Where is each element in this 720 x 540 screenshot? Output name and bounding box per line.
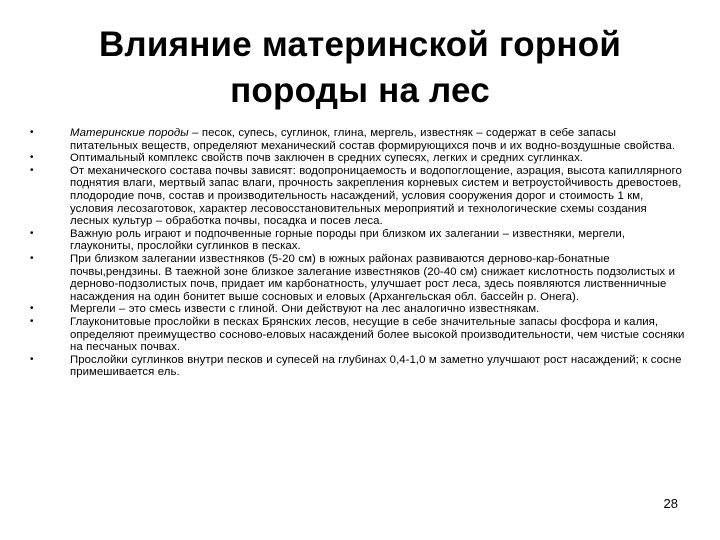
- bullet-marker: •: [30, 353, 34, 365]
- bullet-marker: •: [30, 315, 34, 327]
- bullet-item: [30, 228, 685, 253]
- bullet-body: Глауконитовые прослойки в песках Брянских лесов, несущие в себе значительные запасы фосфора и калия, определяют преимущество сосново-еловых насаждений более высокой производительности, чем чистые сосняки на песчаных почвах.: [70, 315, 685, 354]
- bullet-body: При близком залегании известняков (5-20 см) в южных районах развиваются дерново-кар-бонатные почвы,рендзины. В таежной зоне близкое залегание известняков (20-40 см) снижает кислотность подзолистых и дерново-подзолистых почв, придает им карбонатность, улучшает рост леса, здесь появляются лиственничные насаждения на один бонитет выше сосновых и еловых (Архангельская обл. бассейн р. Онега).: [70, 252, 675, 303]
- bullet-body: От механического состава почвы зависят: водопроницаемость и водопоглощение, аэрация, высота капиллярного поднятия влаги, мертвый запас влаги, прочность закрепления корневых систем и ветроустойчивость древостоев, плодородие почв, состав и производительность насаждений, условия сооружения дорог и стоимость 1 км, условия лесозаготовок, характер лесовосстановительных мероприятий и технологические схемы создания лесных культур – обработка почвы, посадка и посев леса.: [70, 164, 682, 228]
- bullet-item: [30, 303, 685, 316]
- slide-title-line-2: породы на лес: [230, 71, 490, 110]
- slide-title: [36, 22, 684, 114]
- bullet-item: [30, 354, 685, 379]
- slide-title-line-1: Влияние материнской горной: [98, 25, 622, 64]
- bullet-list: [30, 127, 685, 379]
- bullet-body: – песок, супесь, суглинок, глина, мергель, известняк – содержат в себе запасы питательных веществ, определяют механический состав формирующихся почв и их водно-воздушные свойства.: [70, 127, 676, 152]
- bullet-body: Мергели – это смесь извести с глиной. Они действуют на лес аналогично известнякам.: [70, 303, 540, 316]
- bullet-marker: •: [30, 164, 34, 176]
- bullet-item: [30, 316, 685, 354]
- bullet-marker: •: [30, 252, 34, 264]
- bullet-item: [30, 165, 685, 228]
- bullet-item: [30, 253, 685, 303]
- bullet-body: Оптимальный комплекс свойств почв заключен в средних супесях, легких и средних суглинках.: [70, 152, 584, 165]
- bullet-marker: •: [30, 303, 34, 315]
- bullet-marker: •: [30, 127, 34, 138]
- bullet-item: [30, 152, 685, 165]
- bullet-marker: •: [30, 152, 34, 164]
- bullet-item: [30, 127, 685, 152]
- bullet-body: Важную роль играют и подпочвенные горные породы при близком их залегании – известняки, мергели, глаукониты, прослойки суглинков в песках.: [70, 227, 626, 253]
- page-number: 28: [663, 496, 678, 511]
- bullet-body: Прослойки суглинков внутри песков и супесей на глубинах 0,4-1,0 м заметно улучшают рост насаждений; к сосне примешивается ель.: [70, 353, 682, 379]
- bullet-text: [70, 127, 675, 152]
- bullet-lead-italic: Материнские породы: [70, 127, 189, 139]
- bullet-marker: •: [30, 227, 34, 239]
